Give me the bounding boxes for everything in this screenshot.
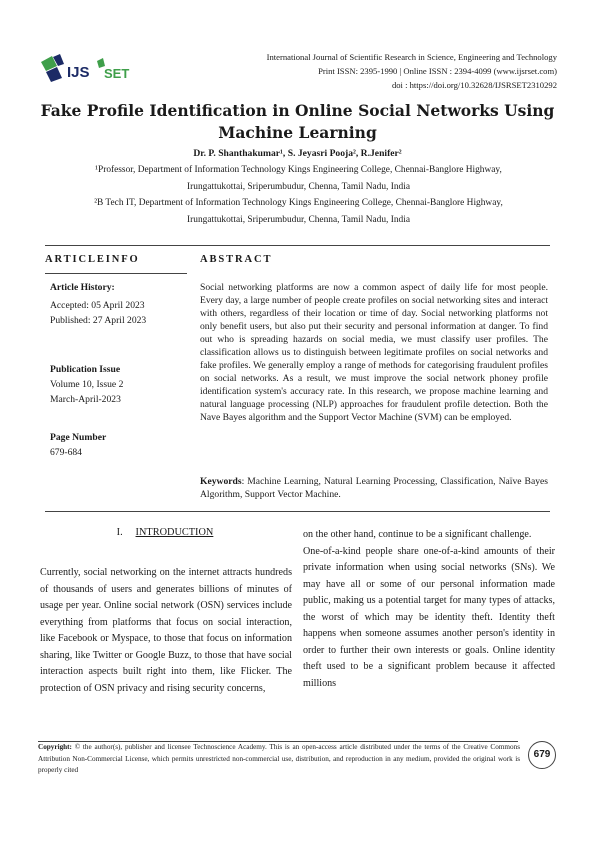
paper-title <box>30 100 565 144</box>
copyright-notice <box>38 742 520 777</box>
body-column-left <box>40 565 292 697</box>
abstract-divider <box>45 511 550 512</box>
paper-authors: Dr. P. Shanthakumar¹, S. Jeyasri Pooja², R.Jenifer² <box>193 148 402 159</box>
accepted-date: Accepted: 05 April 2023 <box>50 300 145 311</box>
affiliation-1-line-1: ¹Professor, Department of Information Technology Kings Engineering College, Chennai-Banglore Highway, <box>95 165 502 175</box>
body-column-right <box>303 527 555 692</box>
article-history <box>50 280 185 328</box>
intro-paragraph-continued: on the other hand, continue to be a significant challenge. <box>303 529 532 540</box>
issue-label: Publication Issue <box>50 364 121 375</box>
page-number-block <box>50 430 185 460</box>
keywords-list: : Machine Learning, Natural Learning Processing, Classification, Naïve Bayes Algorithm, Support Vector Machine. <box>200 476 548 501</box>
journal-logo <box>40 52 136 86</box>
article-doi[interactable]: doi : https://doi.org/10.32628/IJSRSET2310292 <box>391 80 557 90</box>
intro-paragraph-2: One-of-a-kind people share one-of-a-kind amounts of their private information when using social networks (SNs). We may have all or some of our personal information made public, making us a potential target for many types of attacks, the worst of which may be identity theft. Identity theft happens when someone assumes another person's identity in order to further their own interests or goals. Online identity theft used to be a significant problem because it affected millions <box>303 545 555 689</box>
issue-dates: March-April-2023 <box>50 394 121 405</box>
affiliation-1-line-2: Irungattukottai, Sriperumbudur, Chenna, Tamil Nadu, India <box>187 181 410 192</box>
copyright-label: Copyright: <box>38 743 72 751</box>
title-line-1: Fake Profile Identification in Online Social Networks Using <box>40 101 555 120</box>
page-number-label: Page Number <box>50 432 107 443</box>
section-title: INTRODUCTION <box>135 527 214 538</box>
abstract-heading: ABSTRACT <box>200 254 273 265</box>
section-number: I. <box>116 527 123 538</box>
logo-text-right: SET <box>104 66 130 81</box>
logo-text-left: IJS <box>67 64 90 81</box>
section-heading-introduction <box>40 527 290 538</box>
copyright-text: © the author(s), publisher and licensee Technoscience Academy. This is an open-access article distributed under the terms of the Creative Commons Attribution Non-Commercial License, which permits unrestricted non-commercial use, distribution, and reproduction in any medium, provided the original work is properly cited <box>38 743 520 775</box>
affiliation-1 <box>46 162 551 195</box>
affiliation-2-line-2: Irungattukottai, Sriperumbudur, Chenna, Tamil Nadu, India <box>187 214 410 225</box>
keywords <box>200 475 548 501</box>
page-number-badge: 679 <box>528 741 556 769</box>
title-line-2: Machine Learning <box>218 123 377 142</box>
header-divider <box>45 245 550 246</box>
history-label: Article History: <box>50 282 115 293</box>
affiliation-2 <box>46 195 551 228</box>
journal-name: International Journal of Scientific Research in Science, Engineering and Technology <box>266 52 557 62</box>
affiliation-2-line-1: ²B Tech IT, Department of Information Technology Kings Engineering College, Chennai-Banglore Highway, <box>94 198 503 208</box>
publication-issue <box>50 362 185 407</box>
abstract-text: Social networking platforms are now a common aspect of daily life for most people. Every day, a large number of people create profiles on social networking sites and interact with others, regardless of their location or time of day. Social networking platforms not only benefit users, but also put their security and personal information at danger. To find out who is spreading hazards on social media, we must classify user profiles. The classification allows us to distinguish between legitimate profiles on social networks and fake profiles. We generally employ a range of methods for categorising fraudulent profiles on social networks. As a result, we must improve the social network phoney profile identification system's accuracy rate. In this research, we propose machine learning and natural language processing (NLP) approaches for fraudulent profile detection. Both the Nave Bayes algorithm and the Support Vector Machine (SVM) can be employed. <box>200 282 548 424</box>
journal-issn: Print ISSN: 2395-1990 | Online ISSN : 2394-4099 (www.ijsrset.com) <box>318 66 557 76</box>
page-range: 679-684 <box>50 447 82 458</box>
article-info-divider <box>45 273 187 274</box>
volume-issue: Volume 10, Issue 2 <box>50 379 124 390</box>
article-info-heading: ARTICLEINFO <box>45 254 140 265</box>
keywords-label: Keywords <box>200 476 242 487</box>
intro-paragraph-1: Currently, social networking on the internet attracts hundreds of thousands of users and generates billions of minutes of usage per year. Online social network (OSN) services include everything from platforms that focus on social interaction, like Facebook or Myspace, to those that focus on information sharing, like Twitter or Google Buzz, to those that have social interaction aspects built right into them, like Flicker. The protection of OSN privacy and rising security concerns, <box>40 567 292 694</box>
published-date: Published: 27 April 2023 <box>50 315 147 326</box>
